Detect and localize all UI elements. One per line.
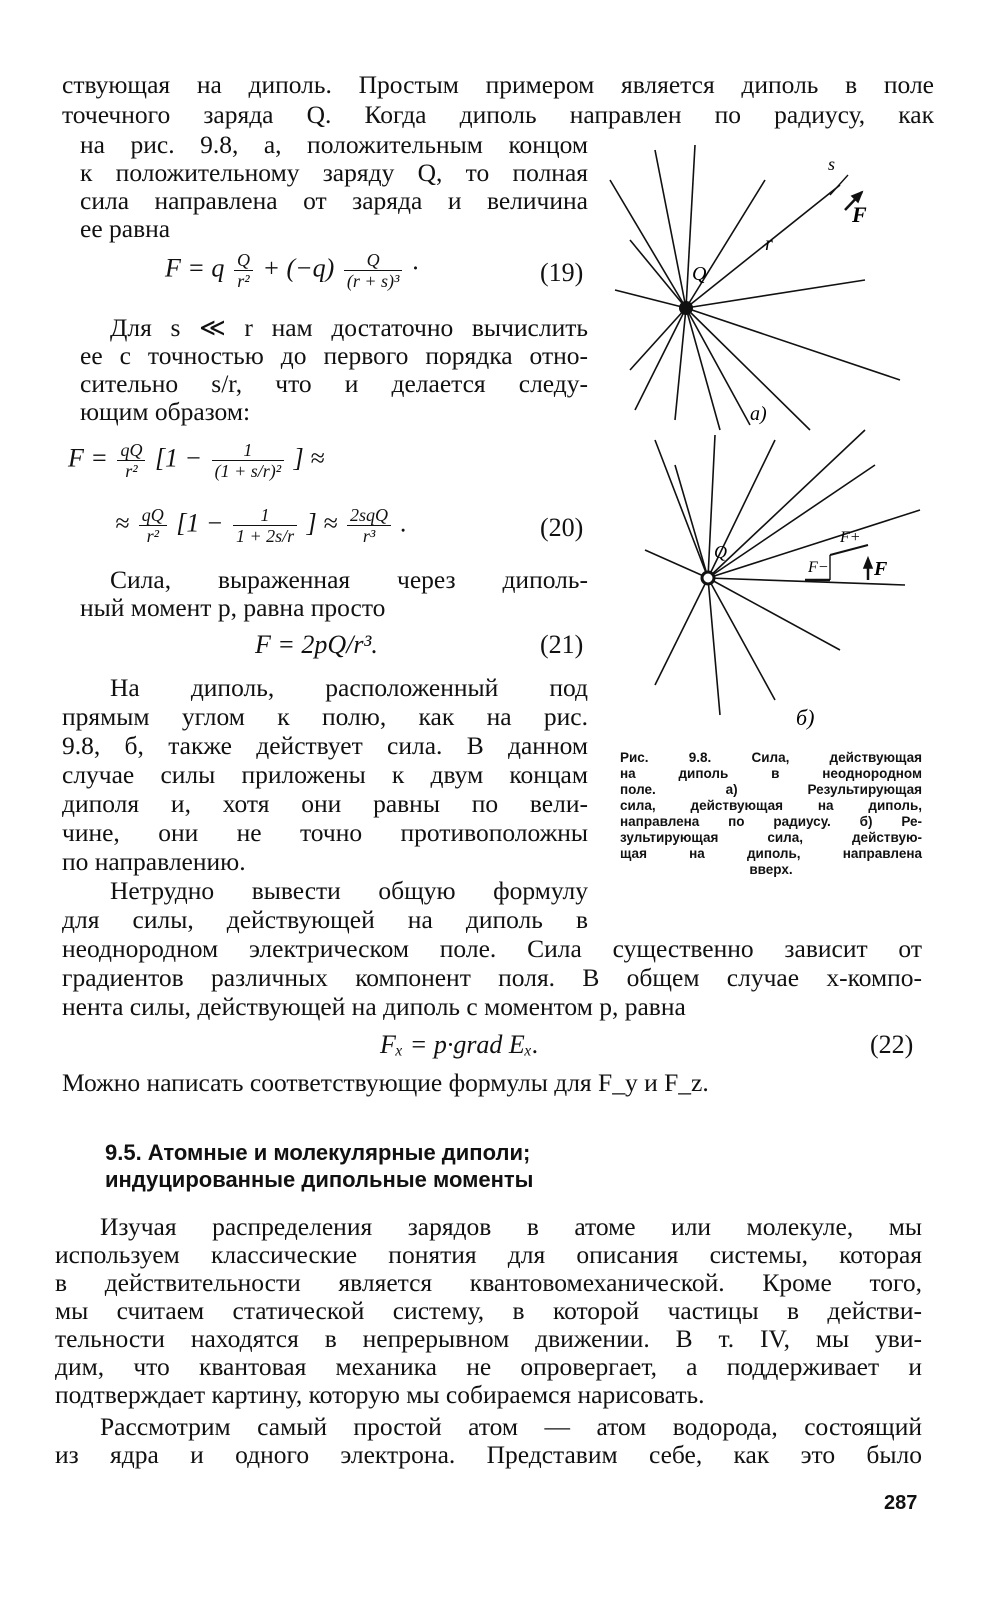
text-line: используем классические понятия для описания системы, которая (55, 1240, 922, 1269)
text-line: для силы, действующей на диполь в (62, 905, 588, 934)
equation-number: (20) (540, 513, 584, 542)
text-line: тельности находятся в непрерывном движении. В т. IV, мы уви- (55, 1324, 922, 1353)
equation-number: (19) (540, 258, 584, 287)
charge-b (702, 572, 714, 584)
text-line: нента силы, действующей на диполь с моментом p, равна (62, 992, 686, 1021)
text-line: Рассмотрим самый простой атом — атом водорода, состоящий (100, 1412, 922, 1441)
text-line: из ядра и одного электрона. Представим себе, как это было (55, 1440, 922, 1469)
text-line: подтверждает картину, которую мы собираемся нарисовать. (55, 1380, 705, 1409)
text-line: по направлению. (62, 847, 246, 876)
text-line: ный момент p, равна просто (80, 593, 386, 622)
label-a: а) (750, 403, 767, 425)
label-f-minus: F− (808, 559, 829, 576)
equation-20-line1: F = $\frac{qQ}{\text{r²}}$ [1 − $\frac{1}{\text{(1 + s/r)²}}$ ] ≈ (68, 440, 325, 481)
text-line: Можно написать соответствующие формулы для F_y и F_z. (62, 1068, 709, 1097)
label-q-a: Q (692, 263, 707, 285)
text-line: мы считаем статической систему, в которой частицы в действи- (55, 1296, 922, 1325)
section-heading: 9.5. Атомные и молекулярные диполи; (105, 1140, 531, 1165)
text-line: ее равна (80, 214, 171, 243)
equation-22: Fₓ = p·grad Eₓ. (380, 1030, 539, 1059)
text-line: Нетрудно вывести общую формулу (110, 876, 588, 905)
label-f-b: F (874, 558, 888, 580)
text-line: Для s ≪ r нам достаточно вычислить (110, 313, 588, 342)
label-b: б) (796, 705, 815, 730)
text-line: диполя и, хотя они равны по вели- (62, 789, 588, 818)
field-lines-a (610, 145, 900, 430)
text-line: сительно s/r, что и делается следу- (80, 369, 588, 398)
figure-caption: Рис. 9.8. Сила, действующая на диполь в неоднородном поле. а) Результирующая сила, действующая на диполь, направлена по радиусу. б) Ре- зультирующая сила, действую- щая на диполь, направлена вверх. (620, 750, 922, 877)
label-r: r (765, 233, 773, 255)
charge-a (679, 301, 693, 315)
text-line: ствующая на диполь. Простым примером является диполь в поле (62, 70, 934, 99)
text-line: в действительности является квантовомеханической. Кроме того, (55, 1268, 922, 1297)
text-line: случае силы приложены к двум концам (62, 760, 588, 789)
text-line: дим, что квантовая механика не опровергает, а поддерживает и (55, 1352, 922, 1381)
text-line: точечного заряда Q. Когда диполь направлен по радиусу, как (62, 100, 934, 129)
text-line: Сила, выраженная через диполь- (110, 565, 588, 594)
text-line: чине, они не точно противоположны (62, 818, 588, 847)
label-s: s (828, 154, 836, 174)
text-line: градиентов различных компонент поля. В общем случае x-компо- (62, 963, 922, 992)
text-line: ющим образом: (80, 397, 251, 426)
label-f-a: F (852, 202, 867, 227)
label-f-plus: F+ (840, 529, 861, 546)
section-heading: индуцированные дипольные моменты (105, 1167, 534, 1192)
force-plus-arrow (830, 545, 868, 555)
figure-9-8 (600, 130, 950, 740)
page-number: 287 (884, 1492, 918, 1514)
text-line: сила направлена от заряда и величина (80, 186, 588, 215)
text-line: 9.8, б, также действует сила. В данном (62, 731, 588, 760)
text-line: На диполь, расположенный под (110, 673, 588, 702)
text-line: неоднородном электрическом поле. Сила существенно зависит от (62, 934, 922, 963)
text-line: к положительному заряду Q, то полная (80, 158, 588, 187)
text-line: на рис. 9.8, а, положительным концом (80, 130, 588, 159)
equation-21: F = 2pQ/r³. (255, 630, 378, 659)
equation-19: F = q $\frac{Q}{\text{r²}}$ + (−q) $\frac{Q}{\text{(r + s)³}}$ · (165, 250, 419, 291)
label-q-b: Q (714, 542, 727, 562)
equation-20-line2: ≈ $\frac{qQ}{\text{r²}}$ [1 − $\frac{1}{1 + 2s/r}$ ] ≈ $\frac{\text{2sqQ}}{\text{r³}}$ . (115, 505, 408, 546)
text-line: прямым углом к полю, как на рис. (62, 702, 588, 731)
dipole-a (830, 175, 848, 195)
text-line: Изучая распределения зарядов в атоме или молекуле, мы (100, 1212, 922, 1241)
equation-number: (22) (870, 1030, 914, 1059)
equation-number: (21) (540, 630, 584, 659)
text-line: ее с точностью до первого порядка отно- (80, 341, 588, 370)
